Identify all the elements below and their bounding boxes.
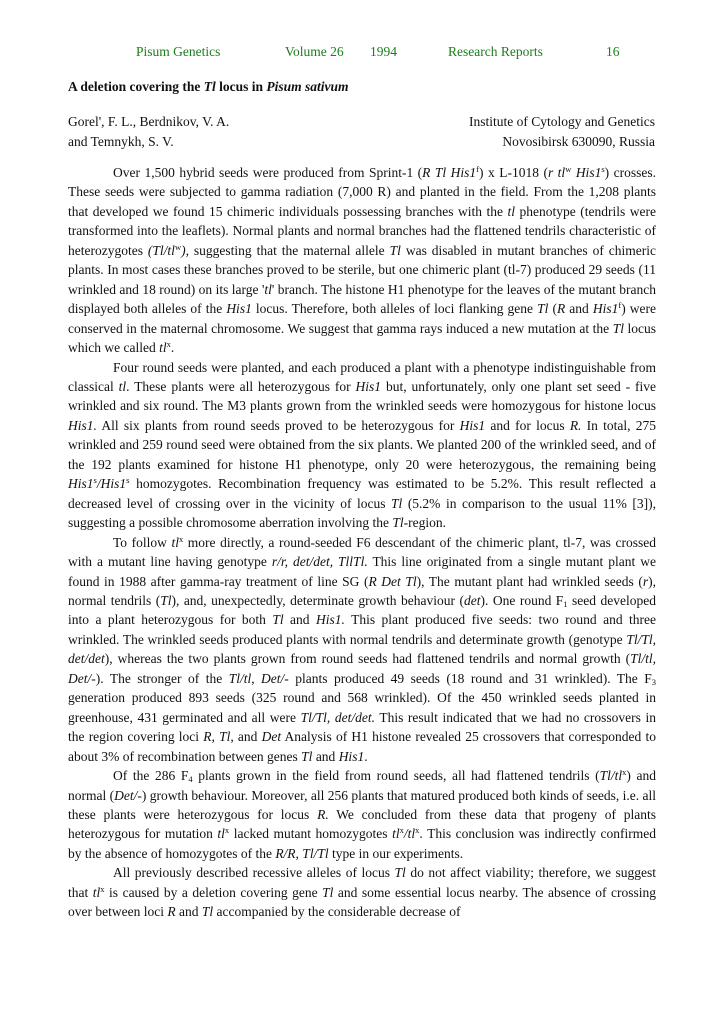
section-label: Research Reports [448,44,543,59]
superscript: x [399,825,404,836]
page-number: 16 [606,44,620,59]
italic-run: R. [569,417,582,433]
title-species: Pisum sativum [266,79,349,94]
italic-run: /tl [403,826,416,842]
affiliation [469,112,655,152]
italic-run: R Det Tl [368,573,417,589]
italic-run: Tl [301,748,313,764]
superscript: x [415,825,420,836]
italic-run: Tl/Tl [626,631,653,647]
italic-run: tl [171,534,179,550]
superscript: s [126,475,130,486]
article-title [68,79,349,95]
italic-run: Tl [160,592,172,608]
paragraph-3: To follow $tl^x$ more directly, a round-seeded F6 descendant of the chimeric plant, tl-7, was crossed with a mutant line having genotype r/r, det/det, TllTl. This line originated from a single mutant plant we found in 1988 after gamma-ray treatment of line SG (R Det Tl), The mutant plant had wrinkled seeds (r), normal tendrils (Tl), and, unexpectedly, determinate growth behaviour (det). One round $F_1$ seed developed into a plant heterozygous for both Tl and His1. This plant produced five seeds: two round and three wrinkled. The wrinkled seeds produced plants with normal tendrils and determinate growth (genotype Tl/Tl, det/det), whereas the two plants grown from round seeds had flattened tendrils and normal growth (Tl/tl, Det/-). The stronger of the Tl/tl, Det/- plants produced 49 seeds (18 round and 31 wrinkled). The $F_3$ generation produced 893 seeds (325 round and 568 wrinkled). Of the 450 wrinkled seeds planted in greenhouse, 431 germinated and all were Tl/Tl, det/det. This result indicated that we had no crossovers in the region covering loci R, Tl, and Det Analysis of H1 histone revealed 25 crossovers that corresponded to about 3% of recombination between genes Tl and His1. [68,533,657,764]
title-middle: locus in [215,79,267,94]
italic-run: /His1 [96,476,127,492]
running-header [0,44,724,62]
superscript: x [178,533,184,544]
italic-run: (Tl/tl [147,242,175,258]
subscript: 3 [651,676,657,687]
italic-run: R, Tl, [203,729,234,745]
author-list [68,112,229,152]
italic-run: His1 [226,301,252,317]
italic-run: R [556,301,566,317]
italic-run: His1 [592,301,619,317]
superscript: x [622,767,627,778]
paragraph-4: Of the 286 $F_4$ plants grown in the field from round seeds, all had flattened tendrils $(Tl/tl^x)$ and normal (Det/-) growth behaviour. Moreover, all 256 plants that matured produced both kinds of seeds, i.e. all these plants were heterozygous for locus R. We concluded from these data that progeny of plants heterozygous for mutation $tl^x$ lacked mutant homozygotes $tl^x/tl^x$. This conclusion was indirectly confirmed by the absence of homozygotes of the R/R, Tl/Tl type in our experiments. [68,767,657,861]
superscript: x [224,825,230,836]
italic-run: r tl [547,165,566,180]
superscript: s [601,164,605,174]
journal-name: Pisum Genetics [136,44,221,59]
italic-run: tl [392,826,400,842]
italic-run: det [464,592,481,608]
italic-run: R Tl His1 [422,165,477,180]
subscript: 4 [188,774,193,785]
italic-run: R [167,904,176,920]
italic-run: His1. [315,612,345,628]
paragraph-2: Four round seeds were planted, and each produced a plant with a phenotype indistinguishable from classical tl. These plants were all heterozygous for His1 but, unfortunately, only one plant set seed - five wrinkled and six round. The M3 plants grown from the wrinkled seeds were homozygous for histone locus His1. All six plants from round seeds proved to be heterozygous for His1 and for locus R. In total, 275 wrinkled and 259 round seed were obtained from the six plants. We planted 200 of the wrinkled seed, and of the 192 plants examined for histone H1 phenotype, only 20 were heterozygous, the remaining being His1$^s$/His1$^s$ homozygotes. Recombination frequency was estimated to be 5.2%. This result reflected a decreased level of crossing over in the vicinity of locus Tl (5.2% in comparison to the usual 11% [3]), suggesting a possible chromosome aberration involving the Tl-region. [68,359,657,531]
article-body [68,163,656,922]
superscript: w [174,241,182,252]
superscript: f [618,300,622,311]
italic-run: Det [261,729,282,745]
superscript: s [93,475,97,486]
title-prefix: A deletion covering the [68,79,204,94]
italic-run: His1 [68,476,94,492]
subscript: 1 [563,598,568,609]
italic-run: Det/- [261,670,289,686]
italic-run: Tl [394,865,406,881]
italic-run: Tl [389,242,401,258]
italic-run: Tl [322,884,334,900]
italic-run: det/det [68,651,105,667]
affiliation-line-2: Novosibirsk 630090, Russia [502,134,655,149]
italic-run: R. [317,806,329,822]
italic-run: tl [217,826,225,842]
superscript: f [476,164,479,174]
volume-label: Volume 26 [285,44,344,59]
italic-run: tl [159,340,167,356]
italic-run: His1 [459,417,486,433]
authors-line-2: and Temnykh, S. V. [68,134,174,149]
italic-run: Tl [272,612,284,628]
superscript: x [166,339,171,350]
italic-run: His1 [338,748,365,764]
paragraph-5: All previously described recessive alleles of locus Tl do not affect viability; therefore, we suggest that $tl^x$ is caused by a deletion covering gene Tl and some essential locus nearby. The absence of crossing over between loci R and Tl accompanied by the considerable decrease of [68,865,656,920]
superscript: x [100,883,105,894]
italic-run: Tl/Tl, det/det. [300,709,375,725]
italic-run: R/R, Tl/Tl [275,845,329,861]
italic-run: His1. [68,417,97,433]
italic-run: tl [92,884,101,900]
italic-run: Tl [392,515,404,531]
italic-run: tl [118,378,127,394]
affiliation-line-1: Institute of Cytology and Genetics [469,114,655,129]
italic-run: Tl/tl [599,768,623,784]
italic-run: His1 [571,165,602,180]
italic-run: r/r, det/det, TllTl. [271,554,368,570]
italic-run: His1 [355,378,382,394]
italic-run: Tl [391,495,403,511]
italic-run: r [642,573,649,589]
italic-run: tl [264,281,272,297]
authors-line-1: Gorel', F. L., Berdnikov, V. A. [68,114,230,129]
italic-run: tl [507,203,516,219]
paragraph-1: Over 1,500 hybrid seeds were produced from Sprint-1 (R Tl His1$^f$) x L-1018 (r $tl^w$ His1$^s$) crosses. These seeds were subjected to gamma radiation (7,000 R) and planted in the field. From the 1,208 plants that developed we found 15 chimeric individuals possessing branches with the tl phenotype (tendrils were transformed into the leaflets). Normal plants and normal branches had the flattened tendrils characteristic of heterozygotes $(Tl/tl^w)$, suggesting that the maternal allele Tl was disabled in mutant branches of chimeric plants. In most cases these branches proved to be sterile, but one chimeric plant (tl-7) produced 29 seeds (11 wrinkled and 18 round) on its large 'tl' branch. The histone H1 phenotype for the leaves of the mutant branch displayed both alleles of the His1 locus. Therefore, both alleles of loci flanking gene Tl (R and His1$^f$) were conserved in the maternal chromosome. We suggest that gamma rays induced a new mutation at the Tl locus which we called $tl^x$. [68,164,657,356]
italic-run: Tl [537,301,549,317]
year-label: 1994 [370,44,397,59]
italic-run: Det/- [114,787,142,803]
italic-run: ), [181,242,189,258]
italic-run: Tl/tl [228,670,252,686]
italic-run: Tl [612,320,624,336]
italic-run: Tl [201,904,214,920]
italic-run: Tl/tl, Det/- [68,651,656,686]
title-locus: Tl [203,79,216,94]
superscript: w [565,164,572,174]
